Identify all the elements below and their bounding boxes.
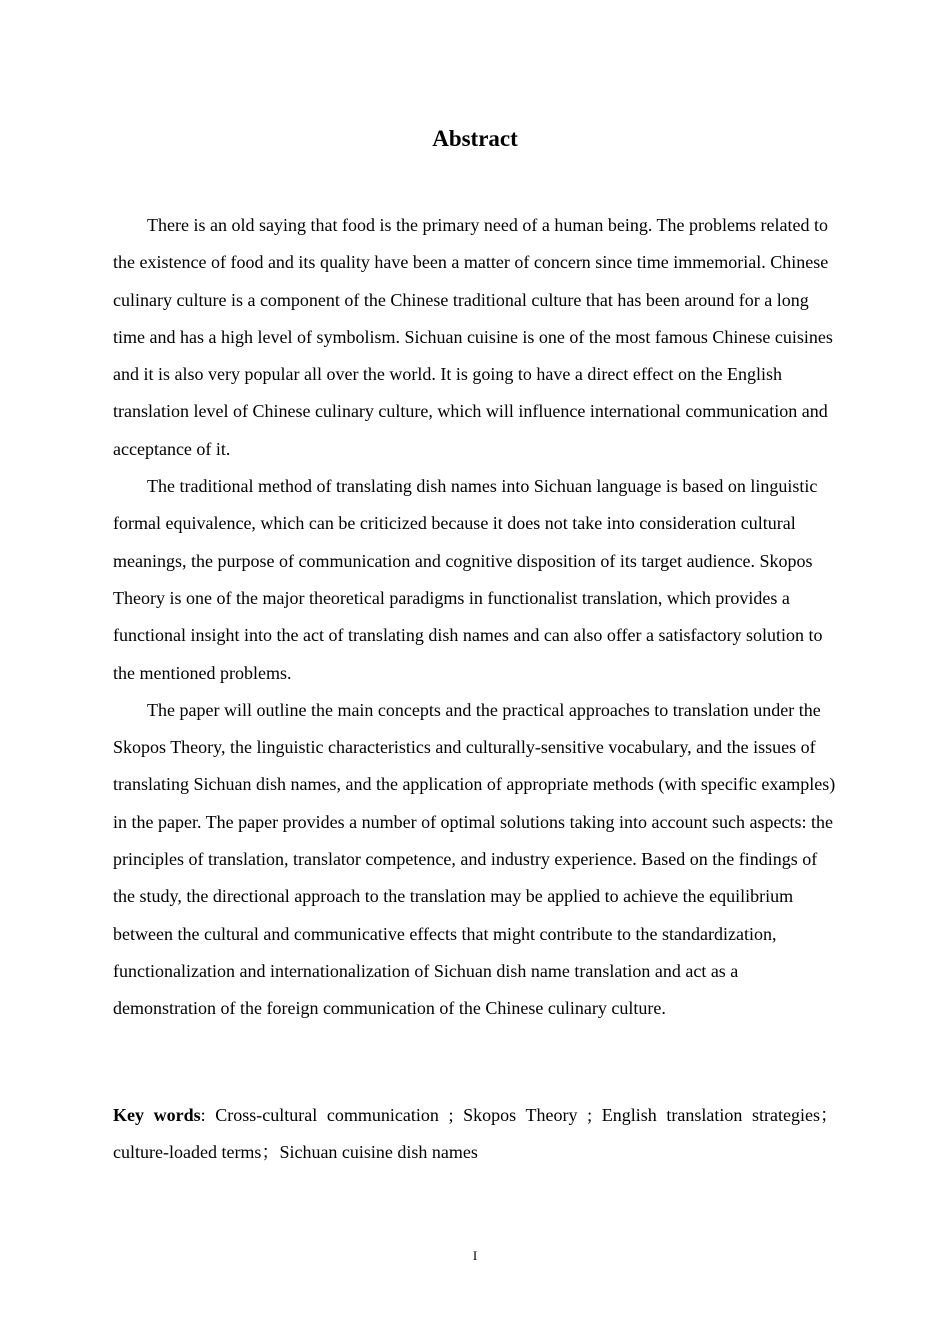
abstract-title: Abstract [432,126,518,151]
abstract-paragraph-1: There is an old saying that food is the primary need of a human being. The problems related to the existence of food and its quality have been a matter of concern since time immemorial. Chinese culinary culture is a component of the Chinese traditional culture that has been around for a long time and has a high level of symbolism. Sichuan cuisine is one of the most famous Chinese cuisines and it is also very popular all over the world. It is going to have a direct effect on the English translation level of Chinese culinary culture, which will influence international communication and acceptance of it. [113,215,833,459]
abstract-body [113,207,838,1028]
keywords-section [113,1097,838,1172]
keywords-list: Cross-cultural communication ; Skopos Theory ; English translation strategies；culture-loaded terms；Sichuan cuisine dish names [113,1105,838,1163]
keywords-label: Key words [113,1105,201,1125]
abstract-paragraph-2: The traditional method of translating dish names into Sichuan language is based on linguistic formal equivalence, which can be criticized because it does not take into consideration cultural meanings, the purpose of communication and cognitive disposition of its target audience. Skopos Theory is one of the major theoretical paradigms in functionalist translation, which provides a functional insight into the act of translating dish names and can also offer a satisfactory solution to the mentioned problems. [113,476,823,683]
abstract-paragraph-3: The paper will outline the main concepts and the practical approaches to translation under the Skopos Theory, the linguistic characteristics and culturally-sensitive vocabulary, and the issues of translating Sichuan dish names, and the application of appropriate methods (with specific examples) in the paper. The paper provides a number of optimal solutions taking into account such aspects: the principles of translation, translator competence, and industry experience. Based on the findings of the study, the directional approach to the translation may be applied to achieve the equilibrium between the cultural and communicative effects that might contribute to the standardization, functionalization and internationalization of Sichuan dish name translation and act as a demonstration of the foreign communication of the Chinese culinary culture. [113,699,836,1019]
keywords-separator: : [200,1105,216,1125]
page-number: I [472,1248,478,1263]
